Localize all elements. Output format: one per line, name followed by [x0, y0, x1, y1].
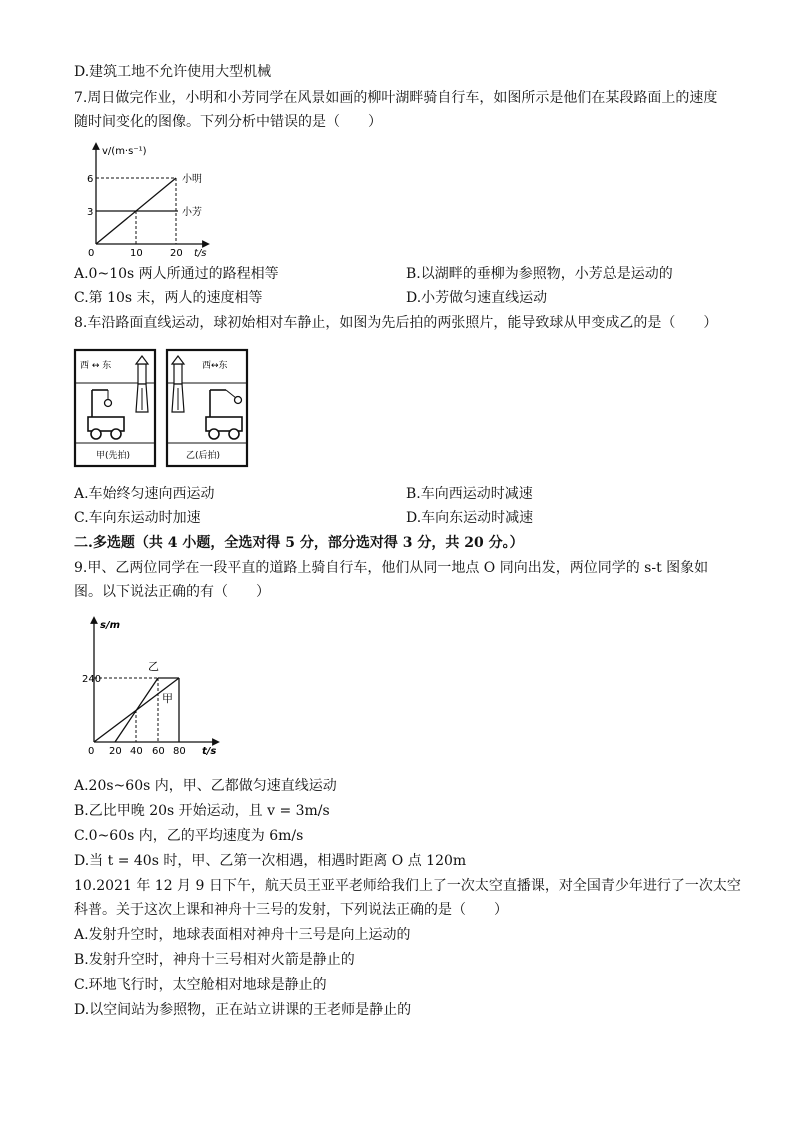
q9-x-tick-60: 60: [152, 746, 165, 757]
q8-caption-right: 乙(后拍): [186, 451, 221, 461]
q9-stem-line2: 图。以下说法正确的有（ ）: [74, 584, 270, 600]
q7-x-label: t/s: [194, 248, 207, 259]
q7-x-tick-20: 20: [170, 248, 183, 259]
q8-option-c: C.车向东运动时加速: [74, 510, 201, 526]
q8-photos-figure: [72, 348, 252, 470]
q7-option-b: B.以湖畔的垂柳为参照物，小芳总是运动的: [406, 266, 673, 282]
q7-y-tick-3: 3: [87, 207, 94, 218]
q8-stem-line1: 8.车沿路面直线运动，球初始相对车静止，如图为先后拍的两张照片，能导致球从甲变成乙的是（ ）: [74, 315, 718, 331]
q10-stem-line2: 科普。关于这次上课和神舟十三号的发射，下列说法正确的是（ ）: [74, 902, 508, 918]
q8-option-b: B.车向西运动时减速: [406, 486, 533, 502]
q10-option-b: B.发射升空时，神舟十三号相对火箭是静止的: [74, 952, 355, 968]
q6-option-d: D.建筑工地不允许使用大型机械: [74, 64, 272, 80]
q10-option-c: C.环地飞行时，太空舱相对地球是静止的: [74, 977, 327, 993]
q8-option-d: D.车向东运动时减速: [406, 510, 534, 526]
q7-y-tick-6: 6: [87, 174, 94, 185]
q9-x-tick-80: 80: [173, 746, 186, 757]
q9-option-b: B.乙比甲晚 20s 开始运动，且 v = 3m/s: [74, 803, 330, 819]
q8-direction-right: 西↔东: [202, 361, 228, 371]
q8-caption-left: 甲(先拍): [96, 451, 131, 461]
q7-stem-line2: 随时间变化的图像。下列分析中错误的是（ ）: [74, 114, 382, 130]
q7-y-label: v/(m·s⁻¹): [102, 146, 147, 157]
q10-option-a: A.发射升空时，地球表面相对神舟十三号是向上运动的: [74, 927, 411, 943]
q9-x-tick-40: 40: [130, 746, 143, 757]
q7-vt-graph: [86, 140, 226, 262]
q9-option-c: C.0~60s 内，乙的平均速度为 6m/s: [74, 828, 304, 844]
q9-y-tick-240: 240: [82, 674, 102, 685]
q7-label-xiaofang: 小芳: [182, 207, 202, 218]
q8-photo-jia: [75, 350, 155, 466]
q9-y-label: s/m: [100, 620, 121, 631]
q9-st-graph: [84, 614, 234, 762]
q9-label-yi: 乙: [148, 660, 159, 673]
q9-option-d: D.当 t = 40s 时，甲、乙第一次相遇，相遇时距离 O 点 120m: [74, 853, 467, 869]
q10-stem-line1: 10.2021 年 12 月 9 日下午，航天员王亚平老师给我们上了一次太空直播课，对全国青少年进行了一次太空: [74, 878, 741, 894]
q10-option-d: D.以空间站为参照物，正在站立讲课的王老师是静止的: [74, 1002, 412, 1018]
q7-label-xiaoming: 小明: [182, 174, 202, 185]
q9-x-label: t/s: [202, 746, 217, 757]
q8-photo-yi: [167, 350, 247, 466]
q8-option-a: A.车始终匀速向西运动: [74, 486, 215, 502]
q7-origin: 0: [88, 248, 95, 259]
q7-option-c: C.第 10s 末，两人的速度相等: [74, 290, 263, 306]
q9-option-a: A.20s~60s 内，甲、乙都做匀速直线运动: [74, 778, 337, 794]
q9-origin: 0: [88, 746, 95, 757]
q7-option-d: D.小芳做匀速直线运动: [406, 290, 548, 306]
q9-stem-line1: 9.甲、乙两位同学在一段平直的道路上骑自行车，他们从同一地点 O 同向出发，两位同学的 s-t 图象如: [74, 560, 709, 576]
q7-x-tick-10: 10: [130, 248, 143, 259]
q8-direction-left: 西 ↔ 东: [80, 361, 112, 371]
q9-label-jia: 甲: [162, 692, 173, 705]
q9-x-tick-20: 20: [109, 746, 122, 757]
q7-stem-line1: 7.周日做完作业，小明和小芳同学在风景如画的柳叶湖畔骑自行车，如图所示是他们在某段路面上的速度: [74, 90, 718, 106]
section-heading-multiple-choice: 二.多选题（共 4 小题，全选对得 5 分，部分选对得 3 分，共 20 分。）: [74, 535, 524, 551]
q7-option-a: A.0~10s 两人所通过的路程相等: [74, 266, 279, 282]
